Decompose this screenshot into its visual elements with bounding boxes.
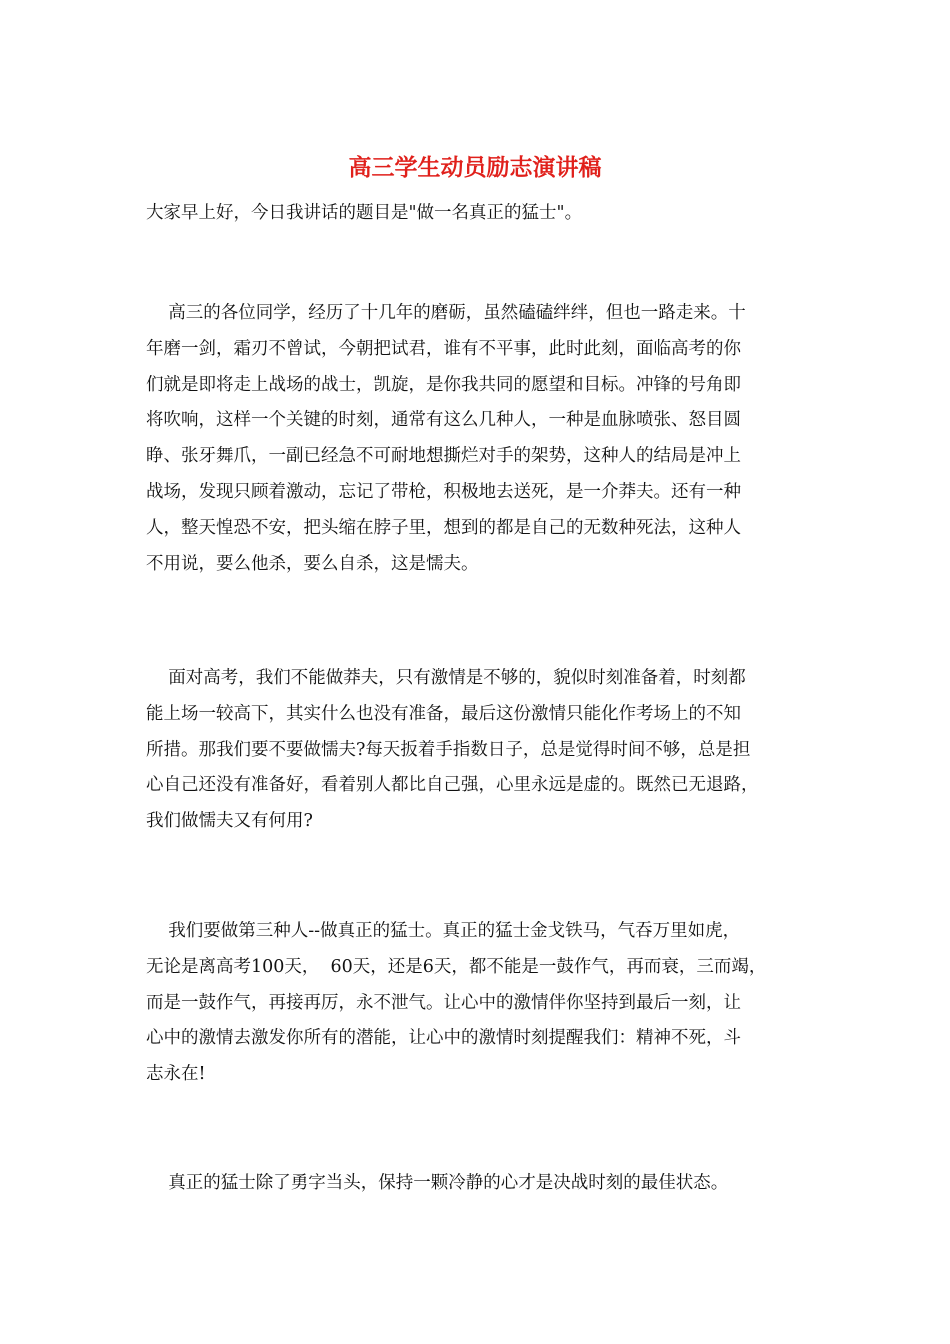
paragraph-line: 心自己还没有准备好，看着别人都比自己强，心里永远是虚的。既然已无退路， bbox=[146, 775, 759, 796]
paragraph-line: 心中的激情去激发你所有的潜能，让心中的激情时刻提醒我们：精神不死，斗 bbox=[146, 1028, 741, 1049]
document-title: 高三学生动员励志演讲稿 bbox=[348, 154, 602, 181]
paragraph-line: 真正的猛士除了勇字当头，保持一颗冷静的心才是决战时刻的最佳状态。 bbox=[146, 1173, 729, 1193]
paragraph-line: 而是一鼓作气，再接再厉，永不泄气。让心中的激情伴你坚持到最后一刻，让 bbox=[146, 992, 741, 1013]
paragraph-line: 人，整天惶恐不安，把头缩在脖子里，想到的都是自己的无数种死法，这种人 bbox=[146, 517, 741, 538]
paragraph-3 bbox=[146, 914, 806, 1093]
paragraph-line: 我们要做第三种人--做真正的猛士。真正的猛士金戈铁马，气吞万里如虎， bbox=[146, 921, 741, 941]
paragraph-line: 所措。那我们要不要做懦夫?每天扳着手指数日子，总是觉得时间不够，总是担 bbox=[146, 739, 751, 760]
paragraph-line: 高三的各位同学，经历了十几年的磨砺，虽然磕磕绊绊，但也一路走来。十 bbox=[146, 303, 746, 323]
paragraph-line: 睁、张牙舞爪，一副已经急不可耐地想撕烂对手的架势，这种人的结局是冲上 bbox=[146, 446, 741, 467]
paragraph-line: 将吹响，这样一个关键的时刻，通常有这么几种人，一种是血脉喷张、怒目圆 bbox=[146, 410, 741, 431]
paragraph-line: 年磨一剑，霜刃不曾试，今朝把试君，谁有不平事，此时此刻，面临高考的你 bbox=[146, 338, 741, 359]
paragraph-line: 能上场一较高下，其实什么也没有准备，最后这份激情只能化作考场上的不知 bbox=[146, 703, 741, 724]
paragraph-2 bbox=[146, 661, 806, 840]
paragraph-line: 战场，发现只顾着激动，忘记了带枪，积极地去送死，是一介莽夫。还有一种 bbox=[146, 481, 741, 502]
greeting-line: 大家早上好，今日我讲话的题目是"做一名真正的猛士"。 bbox=[146, 203, 583, 223]
paragraph-1 bbox=[146, 296, 806, 582]
paragraph-line: 不用说，要么他杀，要么自杀，这是懦夫。 bbox=[146, 553, 479, 574]
paragraph-line: 我们做懦夫又有何用? bbox=[146, 811, 313, 832]
paragraph-4 bbox=[146, 1166, 806, 1202]
paragraph-line: 面对高考，我们不能做莽夫，只有激情是不够的，貌似时刻准备着，时刻都 bbox=[146, 668, 746, 688]
paragraph-line: 们就是即将走上战场的战士，凯旋，是你我共同的愿望和目标。冲锋的号角即 bbox=[146, 374, 741, 395]
paragraph-line: 无论是离高考100天， 60天，还是6天，都不能是一鼓作气，再而衰，三而竭， bbox=[146, 956, 767, 977]
paragraph-line: 志永在! bbox=[146, 1064, 206, 1085]
